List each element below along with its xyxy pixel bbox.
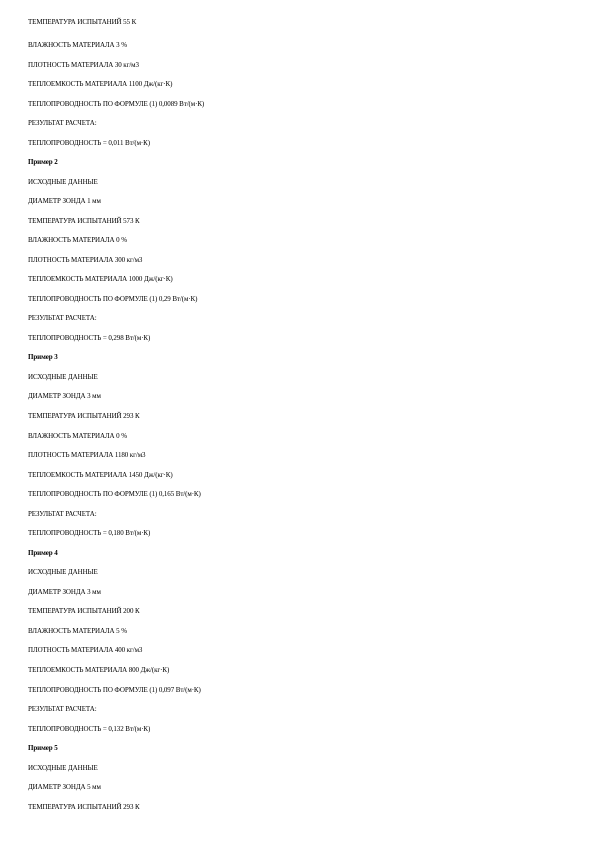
text-line: ТЕМПЕРАТУРА ИСПЫТАНИЙ 573 К [28, 217, 140, 225]
text-line: ДИАМЕТР ЗОНДА 5 мм [28, 783, 101, 791]
text-line: ПЛОТНОСТЬ МАТЕРИАЛА 300 кг/м3 [28, 256, 143, 264]
text-line: ПЛОТНОСТЬ МАТЕРИАЛА 400 кг/м3 [28, 646, 143, 654]
text-line: ТЕМПЕРАТУРА ИСПЫТАНИЙ 293 К [28, 803, 140, 811]
text-line: ДИАМЕТР ЗОНДА 1 мм [28, 197, 101, 205]
text-line: ПЛОТНОСТЬ МАТЕРИАЛА 30 кг/м3 [28, 61, 139, 69]
text-line: ТЕПЛОПРОВОДНОСТЬ ПО ФОРМУЛЕ (1) 0,097 Вт/(м·К) [28, 686, 201, 694]
result-line: ТЕПЛОПРОВОДНОСТЬ = 0,180 Вт/(м·К) [28, 529, 151, 537]
text-line: ТЕПЛОПРОВОДНОСТЬ ПО ФОРМУЛЕ (1) 0,165 Вт/(м·К) [28, 490, 201, 498]
example-heading: Пример 2 [28, 158, 58, 166]
example-heading: Пример 3 [28, 353, 58, 361]
text-line: ДИАМЕТР ЗОНДА 3 мм [28, 588, 101, 596]
text-line: ТЕПЛОЕМКОСТЬ МАТЕРИАЛА 1450 Дж/(кг·К) [28, 471, 173, 479]
text-line: ТЕМПЕРАТУРА ИСПЫТАНИЙ 200 К [28, 607, 140, 615]
text-line: ВЛАЖНОСТЬ МАТЕРИАЛА 0 % [28, 236, 127, 244]
text-line: РЕЗУЛЬТАТ РАСЧЕТА: [28, 119, 97, 127]
result-line: ТЕПЛОПРОВОДНОСТЬ = 0,132 Вт/(м·К) [28, 725, 151, 733]
text-line: РЕЗУЛЬТАТ РАСЧЕТА: [28, 510, 97, 518]
text-line: ИСХОДНЫЕ ДАННЫЕ [28, 568, 98, 576]
text-line: ИСХОДНЫЕ ДАННЫЕ [28, 373, 98, 381]
text-line: РЕЗУЛЬТАТ РАСЧЕТА: [28, 314, 97, 322]
text-line: ТЕМПЕРАТУРА ИСПЫТАНИЙ 55 К [28, 18, 137, 26]
text-line: ТЕПЛОПРОВОДНОСТЬ ПО ФОРМУЛЕ (1) 0,0089 Вт/(м·К) [28, 100, 205, 108]
text-line: ВЛАЖНОСТЬ МАТЕРИАЛА 0 % [28, 432, 127, 440]
text-line: ПЛОТНОСТЬ МАТЕРИАЛА 1180 кг/м3 [28, 451, 146, 459]
text-line: ТЕМПЕРАТУРА ИСПЫТАНИЙ 293 К [28, 412, 140, 420]
text-line: ИСХОДНЫЕ ДАННЫЕ [28, 178, 98, 186]
text-line: РЕЗУЛЬТАТ РАСЧЕТА: [28, 705, 97, 713]
text-line: ТЕПЛОЕМКОСТЬ МАТЕРИАЛА 1000 Дж/(кг·К) [28, 275, 173, 283]
text-line: ДИАМЕТР ЗОНДА 3 мм [28, 392, 101, 400]
result-line: ТЕПЛОПРОВОДНОСТЬ = 0,298 Вт/(м·К) [28, 334, 151, 342]
example-heading: Пример 4 [28, 549, 58, 557]
text-line: ТЕПЛОЕМКОСТЬ МАТЕРИАЛА 800 Дж/(кг·К) [28, 666, 170, 674]
text-line: ИСХОДНЫЕ ДАННЫЕ [28, 764, 98, 772]
text-line: ВЛАЖНОСТЬ МАТЕРИАЛА 5 % [28, 627, 127, 635]
text-line: ВЛАЖНОСТЬ МАТЕРИАЛА 3 % [28, 41, 127, 49]
result-line: ТЕПЛОПРОВОДНОСТЬ = 0,011 Вт/(м·К) [28, 139, 150, 147]
example-heading: Пример 5 [28, 744, 58, 752]
text-line: ТЕПЛОЕМКОСТЬ МАТЕРИАЛА 1100 Дж/(кг·К) [28, 80, 173, 88]
text-line: ТЕПЛОПРОВОДНОСТЬ ПО ФОРМУЛЕ (1) 0,29 Вт/(м·К) [28, 295, 198, 303]
